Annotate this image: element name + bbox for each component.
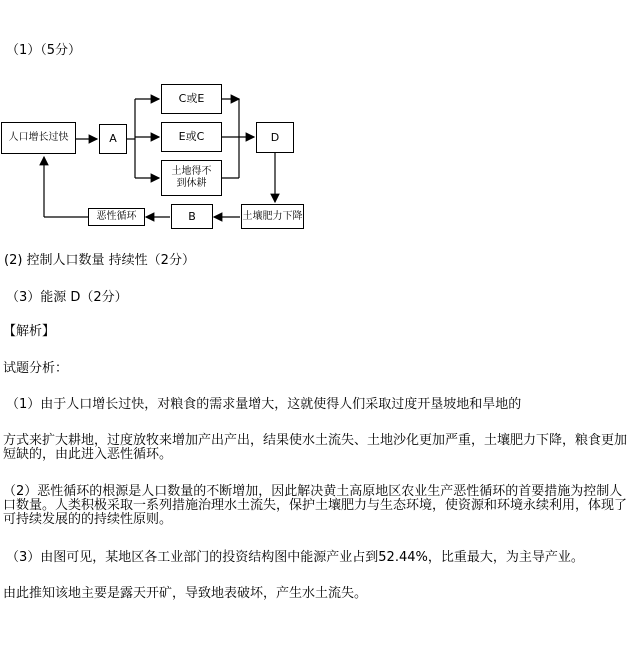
analysis-subheading: 试题分析： xyxy=(3,361,69,376)
analysis-paragraph-2: （2）恶性循环的根源是人口数量的不断增加，因此解决黄土高原地区农业生产恶性循环的首要措施为控制人口数量。人类积极采取一系列措施治理水土流失，保护土壤肥力与生态环境，使资源和环境永续利用，体现了可持续发展的的持续性原则。 xyxy=(3,484,628,527)
analysis-paragraph-1-line-1: （1）由于人口增长过快，对粮食的需求量增大，这就使得人们采取过度开垦坡地和旱地的 xyxy=(6,397,522,412)
answer-2-label: (2) 控制人口数量 持续性（2分） xyxy=(4,253,195,268)
analysis-paragraph-4: 由此推知该地主要是露天开矿，导致地表破坏，产生水土流失。 xyxy=(3,586,368,601)
node-c-or-e: C或E xyxy=(161,84,222,114)
node-e-or-c: E或C xyxy=(161,122,222,152)
node-soil-fertility-decline: 土壤肥力下降 xyxy=(241,204,304,229)
analysis-heading: 【解析】 xyxy=(3,324,56,339)
node-d: D xyxy=(256,122,294,153)
analysis-paragraph-3: （3）由图可见，某地区各工业部门的投资结构图中能源产业占到52.44%，比重最大，为主导产业。 xyxy=(6,550,584,565)
answer-3-label: （3）能源 D（2分） xyxy=(6,290,128,305)
diagram-arrows xyxy=(0,0,630,240)
node-soil-no-fallow: 土地得不到休耕 xyxy=(161,160,222,196)
answer-1-label: （1）（5分） xyxy=(6,43,82,58)
node-a: A xyxy=(99,124,127,154)
node-b: B xyxy=(171,204,213,229)
analysis-paragraph-1-rest: 方式来扩大耕地，过度放牧来增加产出产出，结果使水土流失、土地沙化更加严重，土壤肥力下降，粮食更加短缺的，由此进入恶性循环。 xyxy=(3,433,628,462)
node-population-growth: 人口增长过快 xyxy=(1,122,76,154)
node-vicious-cycle: 恶性循环 xyxy=(88,208,145,226)
